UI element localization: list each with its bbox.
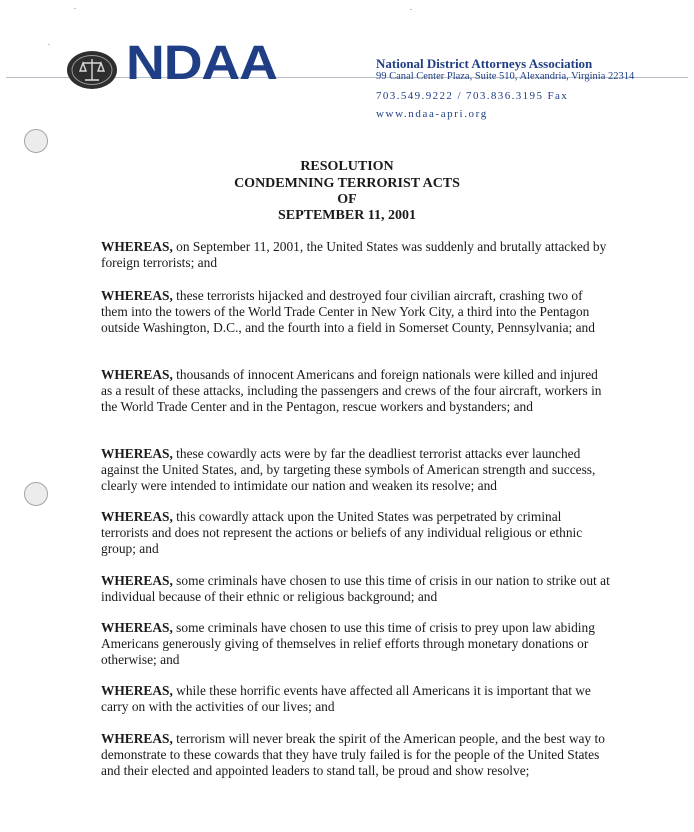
- paragraph-text: on September 11, 2001, the United States was suddenly and brutally attacked by foreign terrorists; and: [101, 239, 607, 270]
- whereas-paragraph: [101, 446, 611, 494]
- document-title-line: RESOLUTION: [300, 159, 394, 174]
- paragraph-text: while these horrific events have affected all Americans it is important that we carry on with the activities of our lives; and: [101, 683, 591, 714]
- whereas-paragraph: [101, 573, 611, 605]
- ndaa-seal-logo: [66, 50, 118, 95]
- whereas-lead: WHEREAS,: [101, 683, 173, 698]
- scan-speck: [410, 9, 412, 10]
- whereas-paragraph: [101, 288, 611, 336]
- document-title-line: OF: [337, 192, 357, 207]
- association-name: National District Attorneys Association: [376, 56, 593, 71]
- whereas-lead: WHEREAS,: [101, 731, 173, 746]
- paragraph-text: terrorism will never break the spirit of the American people, and the best way to demonstrate to these cowards that they have truly failed is for the people of the United States and their elected and appointed leaders to stand tall, be proud and show resolve;: [101, 731, 605, 778]
- whereas-lead: WHEREAS,: [101, 509, 173, 524]
- whereas-lead: WHEREAS,: [101, 239, 173, 254]
- association-phone-fax: 703.549.9222 / 703.836.3195 Fax: [376, 90, 569, 102]
- whereas-lead: WHEREAS,: [101, 573, 173, 588]
- association-address: 99 Canal Center Plaza, Suite 510, Alexandria, Virginia 22314: [376, 71, 635, 82]
- whereas-paragraph: [101, 239, 611, 271]
- scan-speck: [74, 8, 76, 9]
- binder-hole-icon: [24, 482, 48, 506]
- paragraph-text: this cowardly attack upon the United States was perpetrated by criminal terrorists and does not represent the actions or beliefs of any individual religious or ethnic group; and: [101, 509, 583, 556]
- whereas-paragraph: [101, 620, 611, 668]
- whereas-lead: WHEREAS,: [101, 288, 173, 303]
- scan-speck: [48, 44, 50, 45]
- document-title-line: SEPTEMBER 11, 2001: [277, 208, 417, 223]
- whereas-paragraph: [101, 367, 611, 415]
- paragraph-text: these terrorists hijacked and destroyed four civilian aircraft, crashing two of them into the towers of the World Trade Center in New York City, a third into the Pentagon outside Washington, D.C., and the fourth into a field in Somerset County, Pennsylvania; and: [101, 288, 595, 335]
- whereas-lead: WHEREAS,: [101, 446, 173, 461]
- whereas-paragraph: [101, 731, 611, 779]
- association-website: www.ndaa-apri.org: [376, 108, 488, 120]
- whereas-lead: WHEREAS,: [101, 620, 173, 635]
- document-title-line: CONDEMNING TERRORIST ACTS: [234, 176, 460, 191]
- whereas-paragraph: [101, 509, 611, 557]
- paragraph-text: some criminals have chosen to use this time of crisis in our nation to strike out at individual because of their ethnic or religious background; and: [101, 573, 610, 604]
- paragraph-text: some criminals have chosen to use this time of crisis to prey upon law abiding Americans generously giving of themselves in relief efforts through monetary donations or otherwise; and: [101, 620, 595, 667]
- whereas-lead: WHEREAS,: [101, 367, 173, 382]
- whereas-paragraph: [101, 683, 611, 715]
- binder-hole-icon: [24, 129, 48, 153]
- paragraph-text: thousands of innocent Americans and foreign nationals were killed and injured as a result of these attacks, including the passengers and crews of the four aircraft, workers in the World Trade Center and in the Pentagon, rescue workers and bystanders; and: [101, 367, 602, 414]
- ndaa-logo-text: NDAA: [126, 37, 277, 90]
- paragraph-text: these cowardly acts were by far the deadliest terrorist attacks ever launched against the United States, and, by targeting these symbols of American strength and success, clearly were intended to intimidate our nation and weaken its resolve; and: [101, 446, 596, 493]
